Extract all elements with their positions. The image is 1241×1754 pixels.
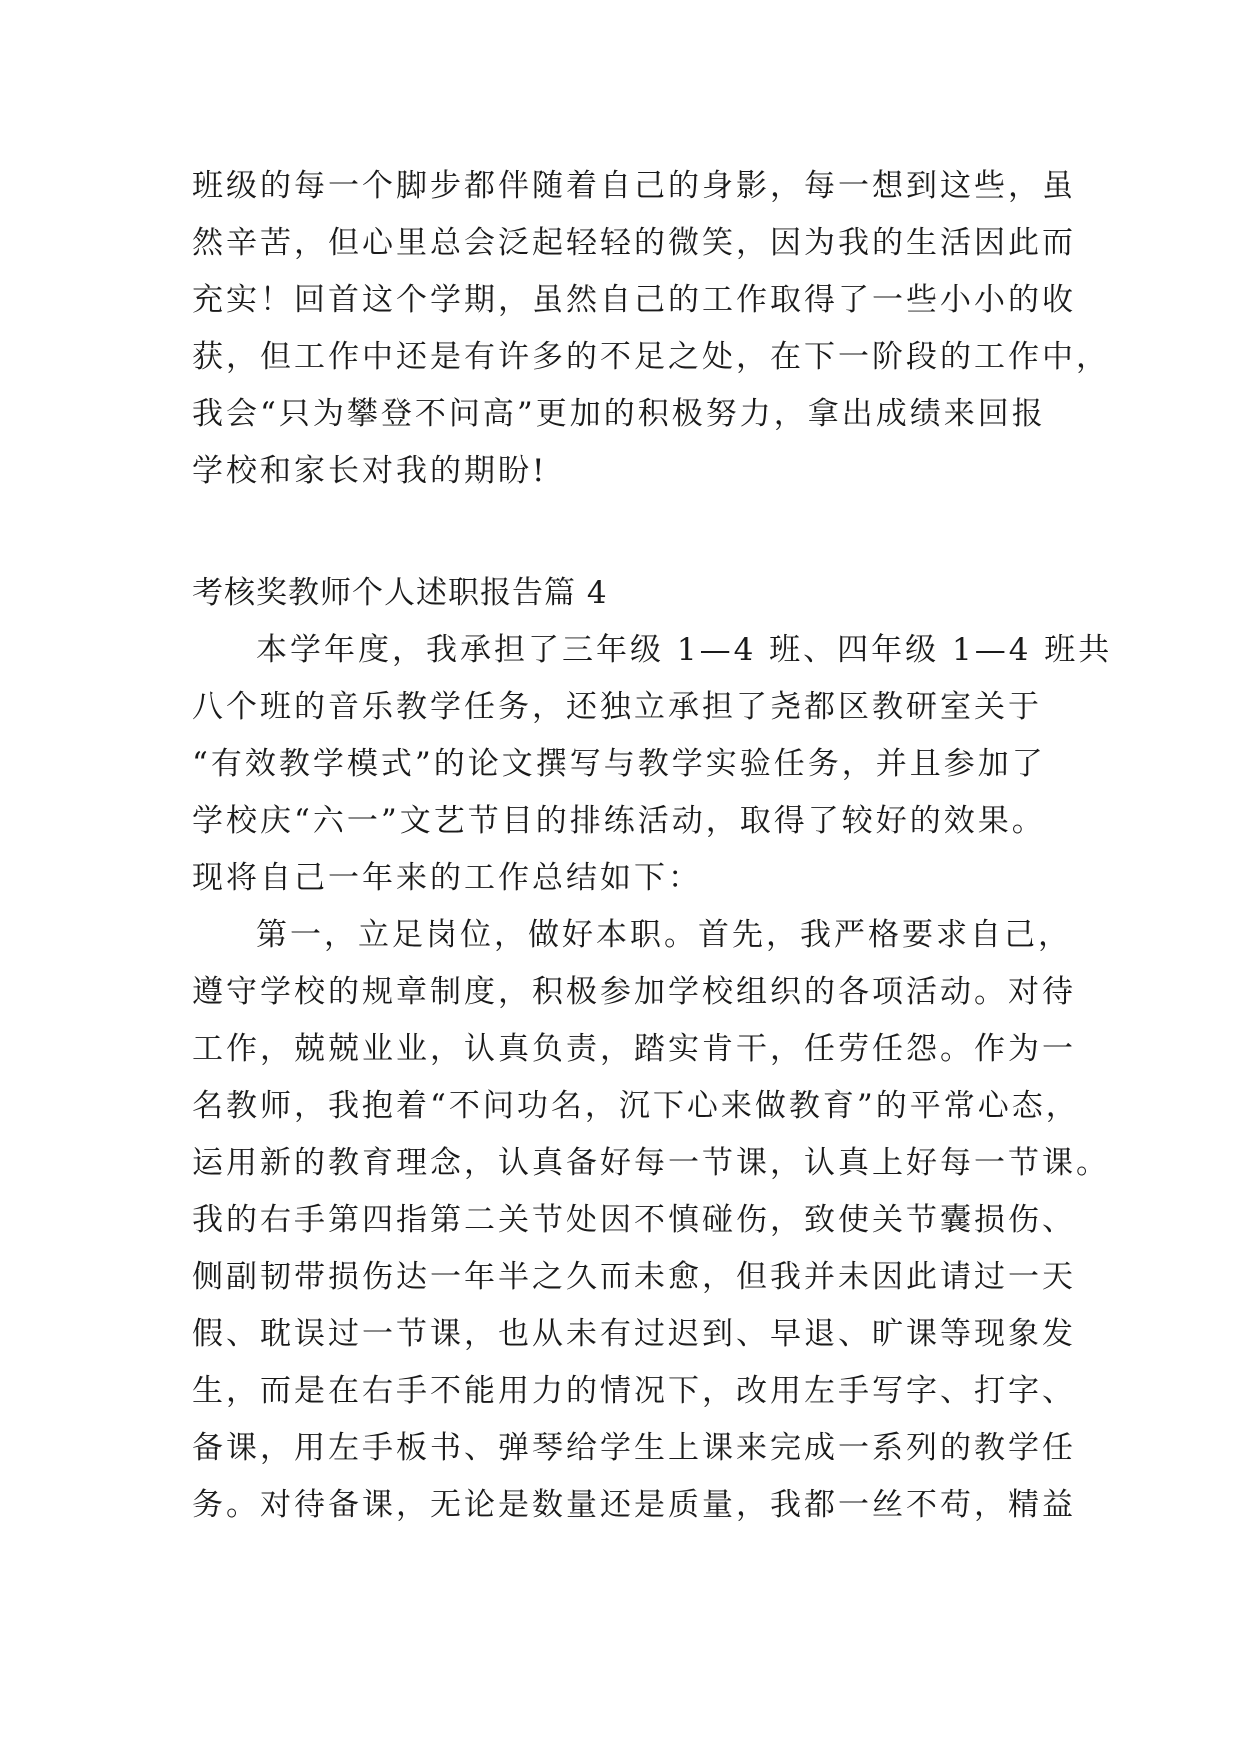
text-line: 侧副韧带损伤达一年半之久而未愈，但我并未因此请过一天 (192, 1259, 1076, 1295)
text-line: 假、耽误过一节课，也从未有过迟到、早退、旷课等现象发 (192, 1316, 1076, 1352)
text-line: 充实！回首这个学期，虽然自己的工作取得了一些小小的收 (192, 282, 1076, 318)
text-line: 第一，立足岗位，做好本职。首先，我严格要求自己， (256, 917, 1072, 953)
text-line: 我的右手第四指第二关节处因不慎碰伤，致使关节囊损伤、 (192, 1202, 1076, 1238)
text-line: 工作，兢兢业业，认真负责，踏实肯干，任劳任怨。作为一 (192, 1031, 1076, 1067)
section-title: 考核奖教师个人述职报告篇 4 (192, 575, 608, 611)
text-line: 运用新的教育理念，认真备好每一节课，认真上好每一节课。 (192, 1145, 1110, 1181)
text-line: 八个班的音乐教学任务，还独立承担了尧都区教研室关于 (192, 689, 1042, 725)
text-line: 获，但工作中还是有许多的不足之处，在下一阶段的工作中， (192, 339, 1110, 375)
text-line: 备课，用左手板书、弹琴给学生上课来完成一系列的教学任 (192, 1430, 1076, 1466)
text-line: 学校庆“六一”文艺节目的排练活动，取得了较好的效果。 (192, 803, 1046, 839)
text-line: 本学年度，我承担了三年级 1—4 班、四年级 1—4 班共 (256, 632, 1113, 668)
text-line: “有效教学模式”的论文撰写与教学实验任务，并且参加了 (192, 746, 1046, 782)
text-line: 然辛苦，但心里总会泛起轻轻的微笑，因为我的生活因此而 (192, 225, 1076, 261)
text-line: 班级的每一个脚步都伴随着自己的身影，每一想到这些，虽 (192, 168, 1076, 204)
text-line: 现将自己一年来的工作总结如下： (192, 860, 702, 896)
text-line: 我会“只为攀登不问高”更加的积极努力，拿出成绩来回报 (192, 396, 1046, 432)
text-line: 遵守学校的规章制度，积极参加学校组织的各项活动。对待 (192, 974, 1076, 1010)
text-line: 名教师，我抱着“不问功名，沉下心来做教育”的平常心态， (192, 1088, 1080, 1124)
text-line: 生，而是在右手不能用力的情况下，改用左手写字、打字、 (192, 1373, 1076, 1409)
text-line: 务。对待备课，无论是数量还是质量，我都一丝不苟，精益 (192, 1487, 1076, 1523)
text-line: 学校和家长对我的期盼! (192, 453, 548, 489)
